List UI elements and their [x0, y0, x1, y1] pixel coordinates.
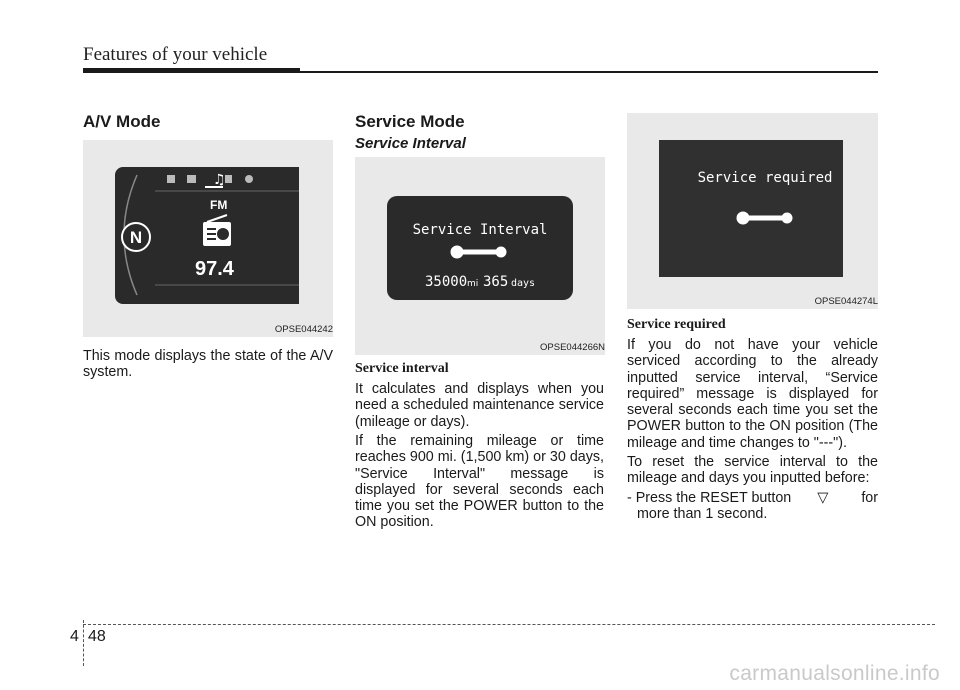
mode-icons: [167, 175, 253, 183]
svg-text:97.4: 97.4: [195, 258, 234, 280]
header-rule-thin: [300, 71, 878, 73]
header-rule: [83, 68, 300, 73]
figure-code: OPSE044242: [274, 324, 333, 335]
av-mode-heading: A/V Mode: [83, 112, 161, 131]
reset-step-prefix: - Press the RESET button: [627, 490, 792, 506]
music-note-icon: ♫: [213, 172, 226, 188]
service-mode-heading: Service Mode: [355, 112, 465, 131]
reset-button-symbol: ▽: [817, 490, 829, 506]
service-required-paragraph-2: To reset the service interval to the mileage and days you inputted before:: [627, 454, 878, 487]
service-interval-graphics: [387, 196, 573, 300]
figure-code: OPSE044266N: [540, 342, 605, 353]
svg-text:days: days: [511, 278, 536, 289]
service-interval-subheading: Service Interval: [355, 135, 466, 152]
service-required-figure: [627, 113, 878, 309]
svg-text:N: N: [129, 228, 143, 247]
svg-text:Service Interval: Service Interval: [412, 222, 548, 238]
svg-text:35000: 35000: [425, 274, 468, 290]
av-mode-description: This mode displays the state of the A/V system.: [83, 348, 333, 381]
wrench-icon: [737, 212, 792, 224]
page-header-title: Features of your vehicle: [83, 44, 268, 65]
service-interval-paragraph-1: It calculates and displays when you need a scheduled maintenance service (mileage or days).: [355, 381, 604, 430]
av-mode-figure: [83, 140, 333, 337]
watermark: carmanualsonline.info: [729, 662, 940, 685]
reset-step-suffix: for: [861, 490, 878, 506]
page-number: 48: [88, 628, 106, 645]
reset-step-continuation: more than 1 second.: [637, 506, 768, 523]
service-required-display: [659, 140, 843, 277]
svg-text:Service required: Service required: [697, 170, 833, 186]
chapter-number: 4: [70, 628, 79, 645]
svg-text:365: 365: [483, 274, 509, 290]
service-interval-title: Service interval: [355, 361, 449, 376]
wrench-icon: [451, 246, 506, 258]
service-interval-display: [387, 196, 573, 300]
footer-divider: [83, 620, 84, 666]
service-required-paragraph-1: If you do not have your vehicle serviced according to the already inputted service interval, “Service required” message is displayed for several seconds each time you set the POWER button to the ON position (The mileage and time changes to "---").: [627, 337, 878, 451]
reset-step: [627, 490, 878, 523]
service-interval-paragraph-2: If the remaining mileage or time reaches 900 mi. (1,500 km) or 30 days, "Service Interval" message is displayed for several seconds each time you set the POWER button to the ON position.: [355, 433, 604, 531]
service-required-title: Service required: [627, 317, 726, 332]
av-display: [115, 167, 299, 304]
service-required-graphics: [659, 140, 843, 277]
footer-rule: [83, 624, 935, 625]
service-interval-figure: [355, 157, 605, 355]
av-display-graphics: [115, 167, 299, 304]
svg-text:FM: FM: [210, 198, 228, 212]
figure-code: OPSE044274L: [814, 296, 878, 307]
svg-text:mi: mi: [467, 279, 479, 289]
